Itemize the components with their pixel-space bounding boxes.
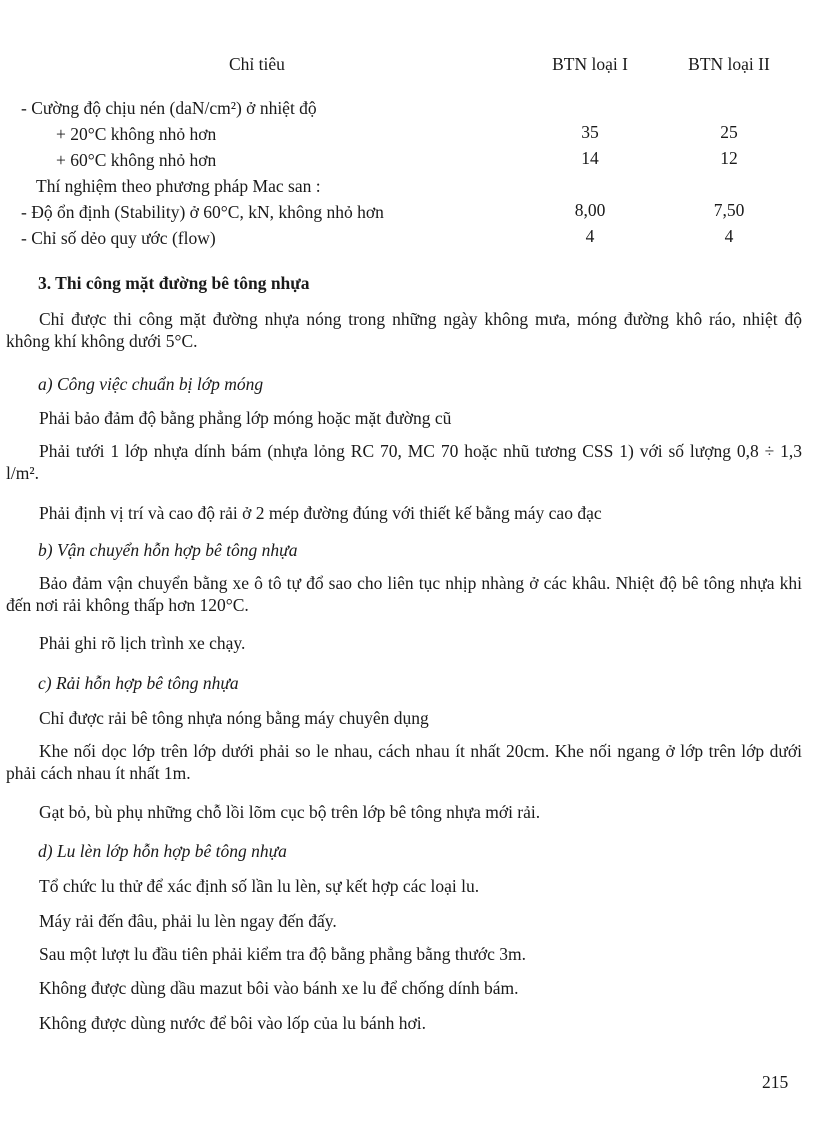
table-cell: 4 bbox=[585, 226, 595, 246]
table-cell: 35 bbox=[581, 122, 599, 142]
subsection-title: c) Rải hỗn hợp bê tông nhựa bbox=[38, 673, 239, 693]
table-row-label: - Cường độ chịu nén (daN/cm²) ở nhiệt độ bbox=[21, 98, 317, 118]
paragraph: Tổ chức lu thử để xác định số lần lu lèn, sự kết hợp các loại lu. bbox=[39, 876, 480, 896]
paragraph: Khe nối dọc lớp trên lớp dưới phải so le nhau, cách nhau ít nhất 20cm. Khe nối ngang ở lớp trên lớp dưới phải cách nhau ít nhất 1m. bbox=[6, 741, 802, 783]
paragraph: Không được dùng dầu mazut bôi vào bánh xe lu để chống dính bám. bbox=[39, 978, 519, 998]
table-row-label: Thí nghiệm theo phương pháp Mac san : bbox=[36, 176, 321, 196]
paragraph: Phải bảo đảm độ bằng phẳng lớp móng hoặc mặt đường cũ bbox=[39, 408, 452, 428]
paragraph: Máy rải đến đâu, phải lu lèn ngay đến đấy. bbox=[39, 911, 337, 931]
table-header-col1: BTN loại I bbox=[552, 54, 628, 74]
paragraph: Bảo đảm vận chuyển bằng xe ô tô tự đổ sao cho liên tục nhịp nhàng ở các khâu. Nhiệt độ bê tông nhựa khi đến nơi rải không thấp hơn 120°C. bbox=[6, 573, 802, 615]
section-intro: Chỉ được thi công mặt đường nhựa nóng trong những ngày không mưa, móng đường khô ráo, nhiệt độ không khí không dưới 5°C. bbox=[6, 309, 802, 351]
page-number: 215 bbox=[762, 1072, 789, 1092]
table-cell: 7,50 bbox=[713, 200, 745, 220]
table-row-label: + 20°C không nhỏ hơn bbox=[56, 124, 217, 144]
subsection-title: b) Vận chuyển hỗn hợp bê tông nhựa bbox=[38, 540, 298, 560]
table-cell: 14 bbox=[581, 148, 599, 168]
table-header-col2: BTN loại II bbox=[688, 54, 770, 74]
table-header-label: Chỉ tiêu bbox=[229, 54, 285, 74]
table-row-label: + 60°C không nhỏ hơn bbox=[56, 150, 217, 170]
subsection-title: d) Lu lèn lớp hỗn hợp bê tông nhựa bbox=[38, 841, 287, 861]
paragraph: Gạt bỏ, bù phụ những chỗ lồi lõm cục bộ trên lớp bê tông nhựa mới rải. bbox=[39, 802, 541, 822]
paragraph: Không được dùng nước để bôi vào lốp của lu bánh hơi. bbox=[39, 1013, 426, 1033]
section-heading: 3. Thi công mặt đường bê tông nhựa bbox=[38, 273, 310, 293]
paragraph: Phải ghi rõ lịch trình xe chạy. bbox=[39, 633, 246, 653]
subsection-title: a) Công việc chuẩn bị lớp móng bbox=[38, 374, 264, 394]
table-row-label: - Độ ổn định (Stability) ở 60°C, kN, không nhỏ hơn bbox=[21, 202, 384, 222]
table-cell: 8,00 bbox=[574, 200, 606, 220]
table-cell: 12 bbox=[720, 148, 738, 168]
table-cell: 25 bbox=[720, 122, 738, 142]
table-row-label: - Chỉ số dẻo quy ước (flow) bbox=[21, 228, 216, 248]
paragraph: Phải định vị trí và cao độ rải ở 2 mép đường đúng với thiết kế bằng máy cao đạc bbox=[39, 503, 602, 523]
paragraph: Sau một lượt lu đầu tiên phải kiểm tra độ bằng phẳng bằng thước 3m. bbox=[39, 944, 527, 964]
paragraph: Chỉ được rải bê tông nhựa nóng bằng máy chuyên dụng bbox=[39, 708, 429, 728]
table-cell: 4 bbox=[724, 226, 734, 246]
paragraph: Phải tưới 1 lớp nhựa dính bám (nhựa lỏng RC 70, MC 70 hoặc nhũ tương CSS 1) với số lượng 0,8 ÷ 1,3 l/m². bbox=[6, 441, 802, 483]
